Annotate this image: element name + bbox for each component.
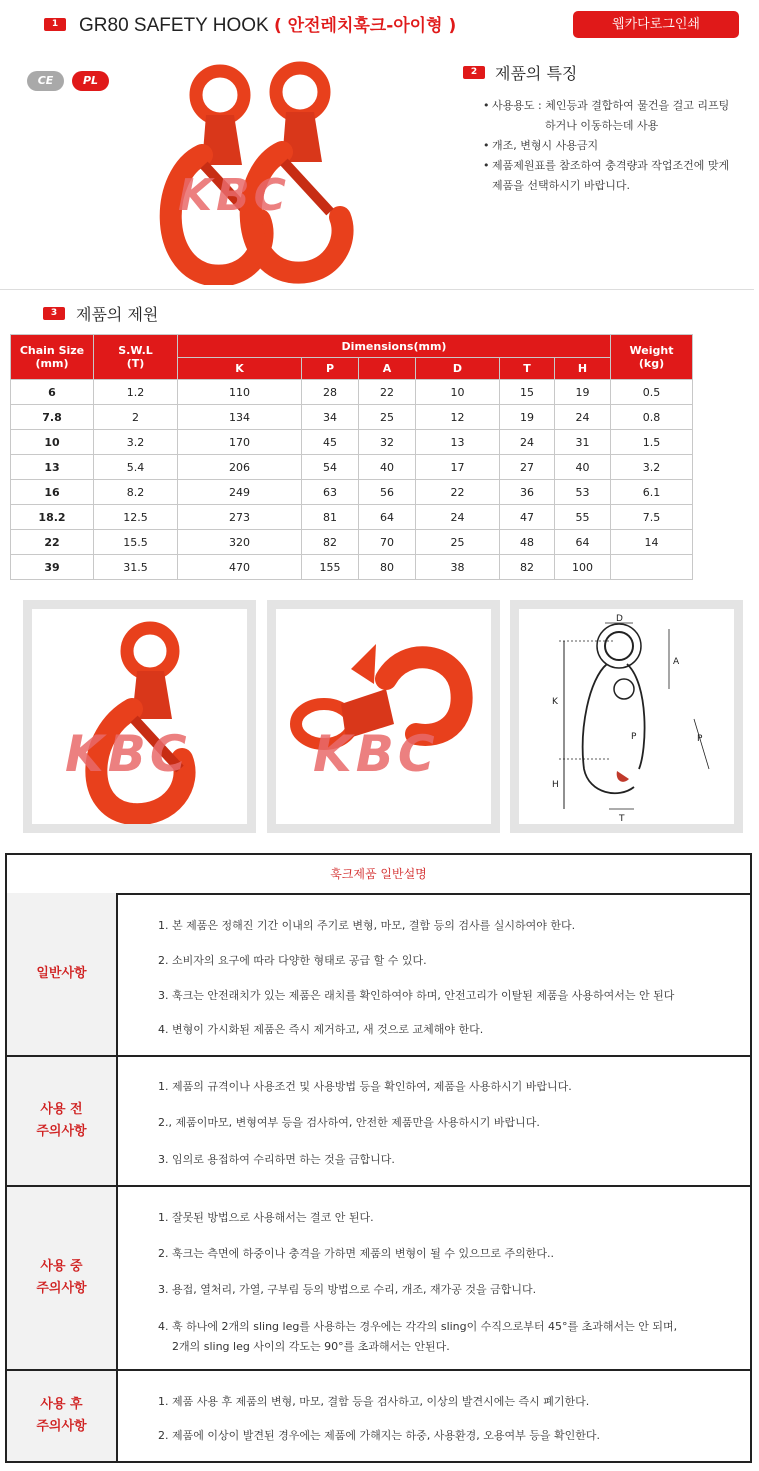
note-item: 3. 임의로 용접하여 수리하면 하는 것을 금합니다.: [158, 1153, 395, 1166]
spec-cell: 1.2: [94, 380, 178, 405]
notes-section-label: 사용 후 주의사항: [7, 1371, 118, 1461]
section-2-badge: 2: [463, 66, 485, 79]
spec-cell: 155: [302, 555, 359, 580]
note-item: 2. 훅크는 측면에 하중이나 충격을 가하면 제품의 변형이 될 수 있으므로 주의한다..: [158, 1247, 554, 1260]
photo-watermark: KBC: [65, 725, 191, 783]
page-title: [79, 11, 456, 37]
header-dim-t: T: [500, 358, 555, 380]
spec-cell: 25: [359, 405, 416, 430]
header-dimensions: Dimensions(mm): [178, 335, 611, 358]
spec-cell: 8.2: [94, 480, 178, 505]
spec-cell: 18.2: [11, 505, 94, 530]
feature-item: • 사용용도 : 체인등과 결합하여 물건을 걸고 리프팅: [483, 99, 730, 112]
spec-cell: 13: [11, 455, 94, 480]
ce-mark-logo: CE: [27, 71, 64, 91]
spec-cell: 53: [555, 480, 611, 505]
hook-dimension-diagram: [519, 609, 734, 824]
spec-cell: 40: [555, 455, 611, 480]
spec-cell: 28: [302, 380, 359, 405]
spec-cell: 36: [500, 480, 555, 505]
spec-row: [11, 480, 693, 505]
spec-table: [10, 334, 693, 580]
notes-section-after-use: [7, 1371, 750, 1461]
spec-cell: 3.2: [611, 455, 693, 480]
spec-cell: 6: [11, 380, 94, 405]
feature-item-continued: 제품을 선택하시기 바랍니다.: [492, 179, 631, 192]
spec-cell: 80: [359, 555, 416, 580]
spec-cell: 7.8: [11, 405, 94, 430]
spec-cell: 16: [11, 480, 94, 505]
hero-watermark: KBC: [178, 170, 290, 221]
dim-label: H: [552, 780, 559, 790]
header-dim-d: D: [416, 358, 500, 380]
spec-cell: 0.8: [611, 405, 693, 430]
spec-cell: 31: [555, 430, 611, 455]
spec-cell: 7.5: [611, 505, 693, 530]
spec-cell: 0.5: [611, 380, 693, 405]
feature-item: • 제품제원표를 참조하여 충격량과 작업조건에 맞게: [483, 159, 730, 172]
note-item: 3. 용접, 열처리, 가열, 구부림 등의 방법으로 수리, 개조, 재가공 것을 금합니다.: [158, 1283, 537, 1296]
notes-section-label: 사용 전 주의사항: [7, 1057, 118, 1185]
spec-row: [11, 505, 693, 530]
note-item: 2. 소비자의 요구에 따라 다양한 형태로 공급 할 수 있다.: [158, 954, 427, 967]
spec-row: [11, 380, 693, 405]
spec-cell: 31.5: [94, 555, 178, 580]
dim-label: K: [552, 697, 558, 707]
spec-row: [11, 430, 693, 455]
web-catalog-print-button[interactable]: 웹카다로그인쇄: [573, 11, 739, 38]
spec-cell: 100: [555, 555, 611, 580]
header-weight: Weight (kg): [611, 335, 693, 380]
note-item: 1. 제품 사용 후 제품의 변형, 마모, 결함 등을 검사하고, 이상의 발견시에는 즉시 폐기한다.: [158, 1395, 590, 1408]
spec-cell: 48: [500, 530, 555, 555]
photo-watermark: KBC: [313, 725, 439, 783]
notes-section-general: [7, 893, 750, 1057]
spec-cell: 3.2: [94, 430, 178, 455]
spec-cell: [611, 555, 693, 580]
header-dim-a: A: [359, 358, 416, 380]
note-item: 2. 제품에 이상이 발견된 경우에는 제품에 가해지는 하중, 사용환경, 오용여부 등을 확인한다.: [158, 1429, 600, 1442]
spec-cell: 27: [500, 455, 555, 480]
dim-label: P: [697, 734, 703, 744]
spec-cell: 63: [302, 480, 359, 505]
spec-cell: 22: [416, 480, 500, 505]
spec-row: [11, 405, 693, 430]
header-swl: S.W.L (T): [94, 335, 178, 380]
spec-cell: 13: [416, 430, 500, 455]
notes-section-before-use: [7, 1057, 750, 1187]
features-title: 제품의 특징: [495, 64, 578, 83]
spec-cell: 206: [178, 455, 302, 480]
hook-general-notes: [5, 853, 752, 1463]
spec-cell: 64: [555, 530, 611, 555]
spec-cell: 10: [11, 430, 94, 455]
spec-cell: 15: [500, 380, 555, 405]
note-item: 4. 훅 하나에 2개의 sling leg를 사용하는 경우에는 각각의 sling이 수직으로부터 45°를 초과해서는 안 되며,: [158, 1320, 678, 1333]
spec-cell: 22: [359, 380, 416, 405]
spec-cell: 64: [359, 505, 416, 530]
spec-row: [11, 455, 693, 480]
note-item: 4. 변형이 가시화된 제품은 즉시 제거하고, 새 것으로 교체해야 한다.: [158, 1023, 484, 1036]
section-divider: [0, 289, 754, 290]
spec-cell: 19: [500, 405, 555, 430]
header-chain-size: Chain Size (mm): [11, 335, 94, 380]
dim-label: A: [673, 657, 680, 667]
spec-cell: 32: [359, 430, 416, 455]
spec-cell: 170: [178, 430, 302, 455]
note-item: 1. 잘못된 방법으로 사용해서는 결코 안 된다.: [158, 1211, 374, 1224]
spec-cell: 45: [302, 430, 359, 455]
spec-cell: 22: [11, 530, 94, 555]
spec-cell: 24: [416, 505, 500, 530]
note-item: 3. 훅크는 안전래치가 있는 제품은 래치를 확인하여야 하며, 안전고리가 이탈된 제품을 사용하여서는 안 된다: [158, 989, 675, 1002]
spec-cell: 19: [555, 380, 611, 405]
spec-cell: 81: [302, 505, 359, 530]
spec-cell: 320: [178, 530, 302, 555]
note-item: 2., 제품이마모, 변형여부 등을 검사하여, 안전한 제품만을 사용하시기 바랍니다.: [158, 1116, 540, 1129]
spec-cell: 34: [302, 405, 359, 430]
header-dim-p: P: [302, 358, 359, 380]
hook-angle-image: [276, 609, 491, 824]
page-title-en: GR80 SAFETY HOOK: [79, 15, 269, 36]
photo-frame-hook-angle: [267, 600, 500, 833]
specs-title: 제품의 제원: [76, 305, 159, 324]
section-3-badge: 3: [43, 307, 65, 320]
spec-cell: 70: [359, 530, 416, 555]
dim-label: P: [631, 732, 637, 742]
dim-label: D: [616, 614, 623, 624]
spec-cell: 249: [178, 480, 302, 505]
spec-row: [11, 555, 693, 580]
page-title-ko: ( 안전레치훅크-아이형 ): [273, 16, 457, 36]
spec-cell: 5.4: [94, 455, 178, 480]
spec-cell: 24: [500, 430, 555, 455]
feature-item-continued: 하거나 이동하는데 사용: [545, 119, 659, 132]
hook-side-image: [32, 609, 247, 824]
spec-cell: 12.5: [94, 505, 178, 530]
spec-cell: 38: [416, 555, 500, 580]
spec-cell: 17: [416, 455, 500, 480]
spec-cell: 54: [302, 455, 359, 480]
spec-cell: 56: [359, 480, 416, 505]
note-item: 1. 본 제품은 정해진 기간 이내의 주기로 변형, 마모, 결함 등의 검사를 실시하여야 한다.: [158, 919, 576, 932]
spec-cell: 25: [416, 530, 500, 555]
hero-hook-image: [140, 50, 370, 285]
spec-cell: 110: [178, 380, 302, 405]
note-item: 1. 제품의 규격이나 사용조건 및 사용방법 등을 확인하여, 제품을 사용하시기 바랍니다.: [158, 1080, 572, 1093]
spec-cell: 12: [416, 405, 500, 430]
spec-cell: 82: [500, 555, 555, 580]
spec-cell: 2: [94, 405, 178, 430]
spec-cell: 14: [611, 530, 693, 555]
spec-cell: 55: [555, 505, 611, 530]
photo-frame-dimension-diagram: [510, 600, 743, 833]
section-1-badge: 1: [44, 18, 66, 31]
header-dim-h: H: [555, 358, 611, 380]
spec-cell: 134: [178, 405, 302, 430]
spec-cell: 40: [359, 455, 416, 480]
header-dim-k: K: [178, 358, 302, 380]
note-item-continued: 2개의 sling leg 사이의 각도는 90°를 초과해서는 안된다.: [158, 1340, 450, 1353]
notes-section-label: 사용 중 주의사항: [7, 1187, 118, 1369]
spec-cell: 39: [11, 555, 94, 580]
spec-cell: 1.5: [611, 430, 693, 455]
spec-cell: 6.1: [611, 480, 693, 505]
photo-frame-hook-side: [23, 600, 256, 833]
spec-cell: 10: [416, 380, 500, 405]
spec-cell: 82: [302, 530, 359, 555]
spec-cell: 15.5: [94, 530, 178, 555]
dim-label: T: [619, 814, 625, 824]
spec-cell: 273: [178, 505, 302, 530]
spec-cell: 24: [555, 405, 611, 430]
feature-item: • 개조, 변형시 사용금지: [483, 139, 599, 152]
spec-row: [11, 530, 693, 555]
notes-section-label: 일반사항: [7, 893, 118, 1055]
pl-mark-logo: PL: [72, 71, 109, 91]
spec-cell: 47: [500, 505, 555, 530]
spec-cell: 470: [178, 555, 302, 580]
notes-title: 훅크제품 일반설명: [7, 855, 750, 895]
notes-section-during-use: [7, 1187, 750, 1371]
